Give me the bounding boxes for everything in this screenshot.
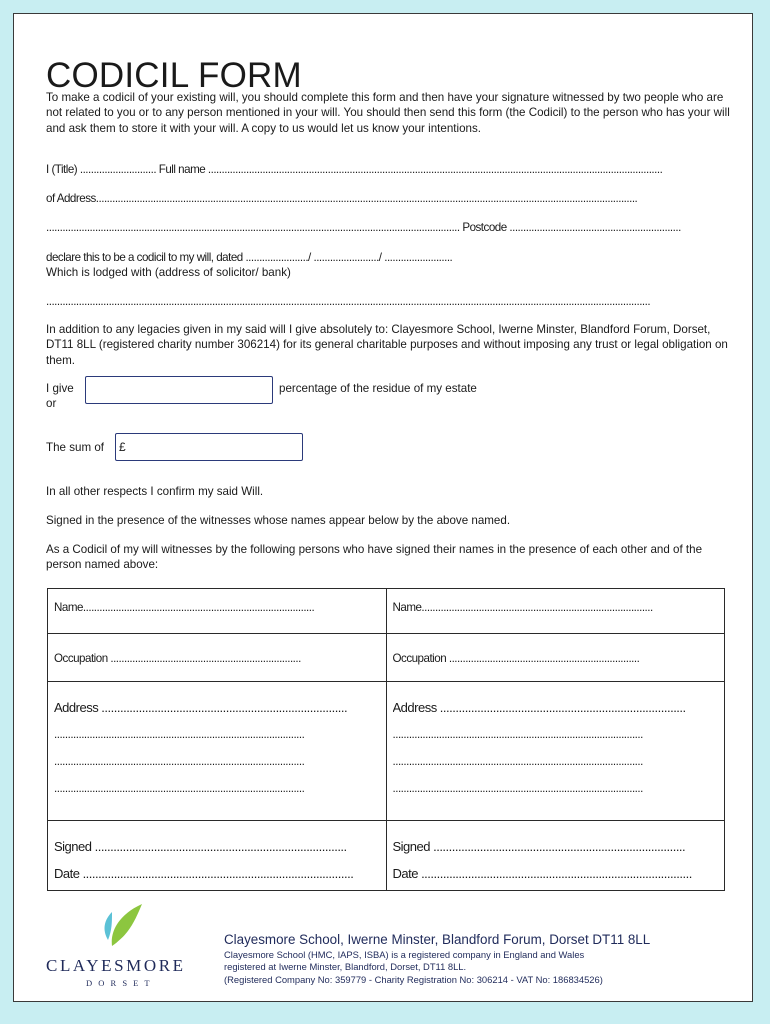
clayesmore-logo xyxy=(44,900,184,990)
percentage-label: percentage of the residue of my estate xyxy=(279,382,477,395)
witness1-date: Date ....................................................................................... xyxy=(54,866,354,881)
sum-input[interactable]: £ xyxy=(115,433,303,461)
page-title: CODICIL FORM xyxy=(46,56,302,95)
witness2-name: Name..................................................................................... xyxy=(392,601,653,614)
declare-line: declare this to be a codicil to my will, dated ......................./ ......................../ ......................... xyxy=(46,251,453,264)
witness2-signed-cell[interactable] xyxy=(386,821,725,891)
footer-company: Clayesmore School (HMC, IAPS, ISBA) is a registered company in England and Wales xyxy=(224,949,585,960)
title-fullname-line: I (Title) ............................ Full name ....................................................................................................................................................................... xyxy=(46,163,663,176)
intro-paragraph: To make a codicil of your existing will, you should complete this form and then have your signature witnessed by two people who are not related to you or to any person mentioned in your will. You should then send this form (the Codicil) to the person who has your will and ask them to store it with your will. A copy to us would let us know your intentions. xyxy=(46,91,730,135)
witness2-date: Date ....................................................................................... xyxy=(392,866,692,881)
address-postcode-line: ........................................................................................................................................................ Postcode ............................................................... xyxy=(46,221,681,234)
percentage-input[interactable] xyxy=(85,376,273,404)
witness2-address-dots1: ............................................................................................ xyxy=(392,728,643,741)
form-page xyxy=(13,13,753,1002)
witness2-address-cell[interactable] xyxy=(386,682,725,821)
footer-numbers: (Registered Company No: 359779 - Charity Registration No: 306214 - VAT No: 186834526) xyxy=(224,973,603,985)
witness2-address-dots2: ............................................................................................ xyxy=(392,755,643,768)
confirm-text: In all other respects I confirm my said Will. xyxy=(46,485,264,498)
witness2-occupation-cell[interactable] xyxy=(386,634,725,682)
witness2-name-cell[interactable] xyxy=(386,589,725,634)
witness1-occupation-cell[interactable] xyxy=(48,634,387,682)
witness2-signed: Signed ................................................................................. xyxy=(392,839,686,854)
witness-paragraph: As a Codicil of my will witnesses by the following persons who have signed their names in the presence of each other and of the person named above: xyxy=(46,543,703,572)
lodged-dots: .............................................................................................................................................................................................................................. xyxy=(46,295,651,308)
witness1-name-cell[interactable] xyxy=(48,589,387,634)
sum-label: The sum of xyxy=(46,441,104,454)
lodged-line: Which is lodged with (address of solicitor/ bank) xyxy=(46,266,291,279)
witness1-signed-cell[interactable] xyxy=(48,821,387,891)
address-line: of Address....................................................................................................................................................................................................... xyxy=(46,192,638,205)
witness2-address: Address ............................................................................... xyxy=(392,700,686,715)
witness1-signed: Signed ................................................................................. xyxy=(54,839,347,854)
witness1-name: Name..................................................................................... xyxy=(54,601,315,614)
witness2-occupation: Occupation ...................................................................... xyxy=(392,652,640,665)
i-give-label: I give xyxy=(46,382,74,395)
witness-table xyxy=(47,588,725,891)
witness1-address-dots3: ............................................................................................ xyxy=(54,782,305,795)
signed-presence-text: Signed in the presence of the witnesses whose names appear below by the above named. xyxy=(46,514,511,527)
witness1-address-dots1: ............................................................................................ xyxy=(54,728,305,741)
footer-registered: registered at Iwerne Minster, Blandford, Dorset, DT11 8LL. xyxy=(224,961,467,973)
footer-address: Clayesmore School, Iwerne Minster, Blandford Forum, Dorset DT11 8LL xyxy=(224,932,651,947)
footer xyxy=(224,932,650,986)
legacy-paragraph: In addition to any legacies given in my said will I give absolutely to: Clayesmore School, Iwerne Minster, Blandford Forum, Dorset, DT11 8LL (registered charity number 306214) for its general charitable purposes and without imposing any trust or legal obligation on them. xyxy=(46,323,728,367)
witness1-address: Address ............................................................................... xyxy=(54,700,348,715)
witness1-address-dots2: ............................................................................................ xyxy=(54,755,305,768)
leaf-icon xyxy=(44,900,184,990)
witness1-address-cell[interactable] xyxy=(48,682,387,821)
logo-name: CLAYESMORE xyxy=(46,956,186,975)
logo-sub: D O R S E T xyxy=(86,978,152,988)
witness1-occupation: Occupation ...................................................................... xyxy=(54,652,301,665)
or-label: or xyxy=(46,397,57,410)
witness2-address-dots3: ............................................................................................ xyxy=(392,782,643,795)
